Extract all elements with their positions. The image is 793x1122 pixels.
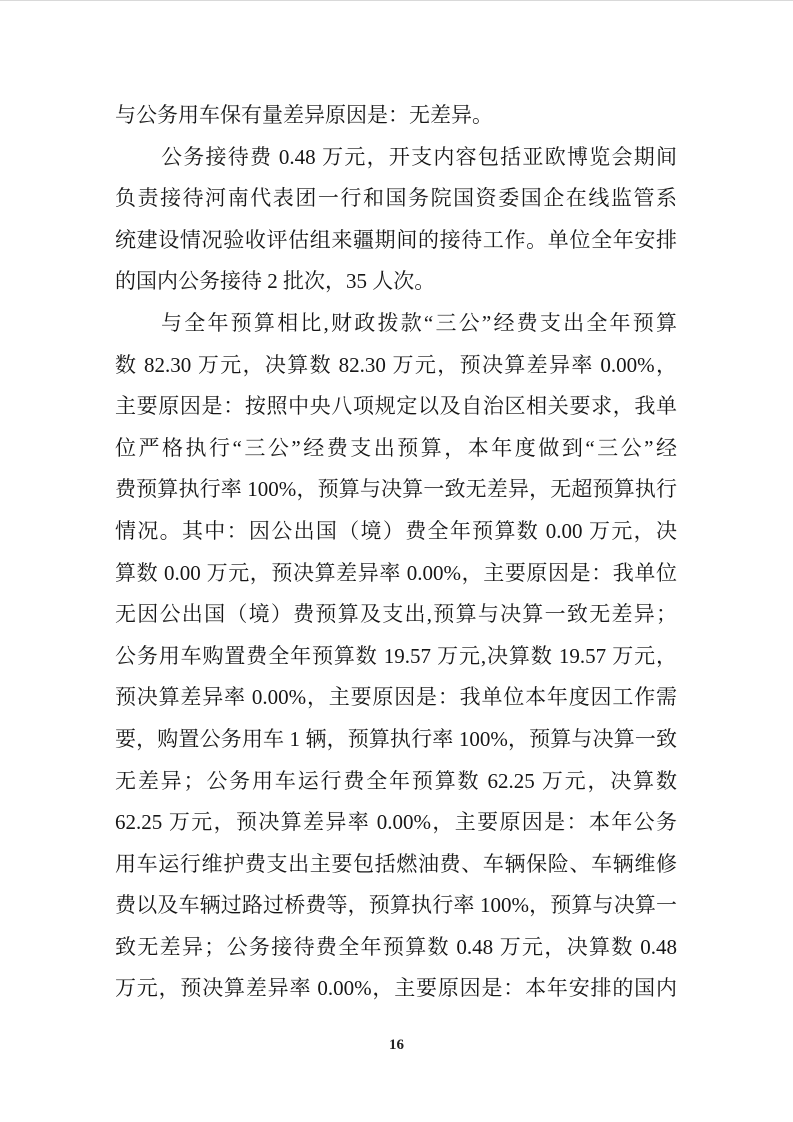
text-line: 统建设情况验收评估组来疆期间的接待工作。单位全年安排 (115, 227, 677, 252)
text-line: 公务用车购置费全年预算数 19.57 万元,决算数 19.57 万元， (115, 643, 677, 668)
text-line: 要，购置公务用车 1 辆，预算执行率 100%，预算与决算一致 (115, 726, 677, 751)
text-line: 负责接待河南代表团一行和国务院国资委国企在线监管系 (115, 186, 677, 211)
page-number: 16 (389, 1037, 404, 1053)
text-line: 致无差异；公务接待费全年预算数 0.48 万元，决算数 0.48 (115, 934, 677, 959)
text-line: 无差异；公务用车运行费全年预算数 62.25 万元，决算数 (115, 768, 677, 793)
text-line: 数 82.30 万元，决算数 82.30 万元，预决算差异率 0.00%， (115, 352, 677, 377)
text-line: 位严格执行“三公”经费支出预算，本年度做到“三公”经 (115, 435, 677, 460)
text-line: 预决算差异率 0.00%，主要原因是：我单位本年度因工作需 (115, 685, 677, 710)
scan-edge-line (0, 0, 793, 1)
text-line: 公务接待费 0.48 万元，开支内容包括亚欧博览会期间 (161, 144, 677, 169)
text-line: 情况。其中：因公出国（境）费全年预算数 0.00 万元，决 (115, 518, 677, 543)
text-line: 主要原因是：按照中央八项规定以及自治区相关要求，我单 (115, 394, 677, 419)
text-line: 算数 0.00 万元，预决算差异率 0.00%，主要原因是：我单位 (115, 560, 677, 585)
text-line: 与全年预算相比,财政拨款“三公”经费支出全年预算 (161, 310, 677, 335)
text-line: 无因公出国（境）费预算及支出,预算与决算一致无差异； (115, 602, 677, 627)
text-line: 与公务用车保有量差异原因是：无差异。 (115, 103, 493, 127)
text-line: 62.25 万元，预决算差异率 0.00%，主要原因是：本年公务 (115, 810, 677, 835)
text-line: 用车运行维护费支出主要包括燃油费、车辆保险、车辆维修 (115, 851, 677, 876)
text-line: 费预算执行率 100%，预算与决算一致无差异，无超预算执行 (115, 477, 677, 502)
text-line: 万元，预决算差异率 0.00%，主要原因是：本年安排的国内 (115, 976, 677, 1001)
text-line: 的国内公务接待 2 批次，35 人次。 (115, 269, 436, 294)
document-content (115, 95, 677, 1010)
text-line: 费以及车辆过路过桥费等，预算执行率 100%，预算与决算一 (115, 893, 677, 918)
